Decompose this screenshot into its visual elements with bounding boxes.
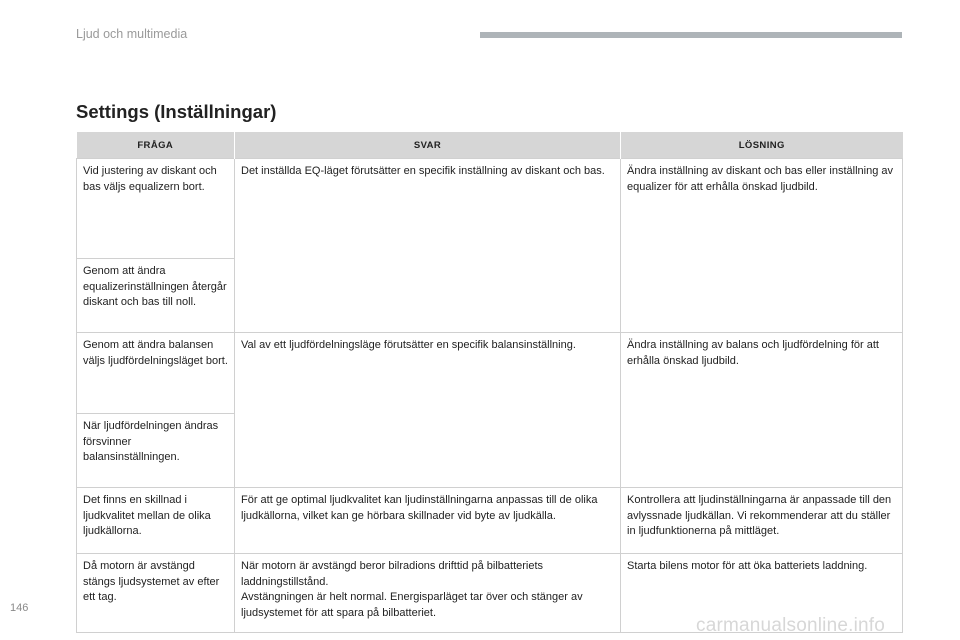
column-header-solution: LÖSNING [621, 132, 903, 159]
question-cell: Det finns en skillnad i ljudkvalitet mellan de olika ljudkällorna. [77, 488, 235, 554]
question-cell: Genom att ändra balansen väljs ljudfördelningsläget bort. [77, 333, 235, 414]
answer-cell: Val av ett ljudfördelningsläge förutsätter en specifik balansinställning. [235, 333, 621, 488]
answer-line: När motorn är avstängd beror bilradions drifttid på bilbatteriets laddningstillstånd. [241, 560, 544, 588]
table-row [77, 333, 903, 414]
solution-cell: Starta bilens motor för att öka batteriets laddning. [621, 554, 903, 633]
solution-cell: Ändra inställning av diskant och bas eller inställning av equalizer för att erhålla önskad ljudbild. [621, 159, 903, 333]
question-cell: Då motorn är avstängd stängs ljudsystemet av efter ett tag. [77, 554, 235, 633]
column-header-answer: SVAR [235, 132, 621, 159]
question-cell: Vid justering av diskant och bas väljs equalizern bort. [77, 159, 235, 259]
watermark-text: carmanualsonline.info [696, 615, 886, 636]
table-row [77, 488, 903, 554]
answer-line: Avstängningen är helt normal. Energisparläget tar över och stänger av ljudsystemet för att spara på bilbatteriet. [241, 591, 583, 619]
solution-cell: Kontrollera att ljudinställningarna är anpassade till den avlyssnade ljudkällan. Vi rekommenderar att du ställer in ljudfunktionerna på mittläget. [621, 488, 903, 554]
solution-cell: Ändra inställning av balans och ljudfördelning för att erhålla önskad ljudbild. [621, 333, 903, 488]
troubleshooting-table [76, 132, 903, 633]
header-divider-bar [480, 32, 902, 38]
page-number: 146 [10, 602, 29, 614]
column-header-question: FRÅGA [77, 132, 235, 159]
question-cell: När ljudfördelningen ändras försvinner balansinställningen. [77, 414, 235, 488]
answer-cell: Det inställda EQ-läget förutsätter en specifik inställning av diskant och bas. [235, 159, 621, 333]
question-cell: Genom att ändra equalizerinställningen återgår diskant och bas till noll. [77, 259, 235, 333]
table-row [77, 159, 903, 259]
answer-cell: För att ge optimal ljudkvalitet kan ljudinställningarna anpassas till de olika ljudkällorna, vilket kan ge hörbara skillnader vid byte av ljudkälla. [235, 488, 621, 554]
section-header-label: Ljud och multimedia [76, 27, 188, 41]
page-title: Settings (Inställningar) [76, 101, 277, 122]
answer-cell [235, 554, 621, 633]
table-header-row [77, 132, 903, 159]
